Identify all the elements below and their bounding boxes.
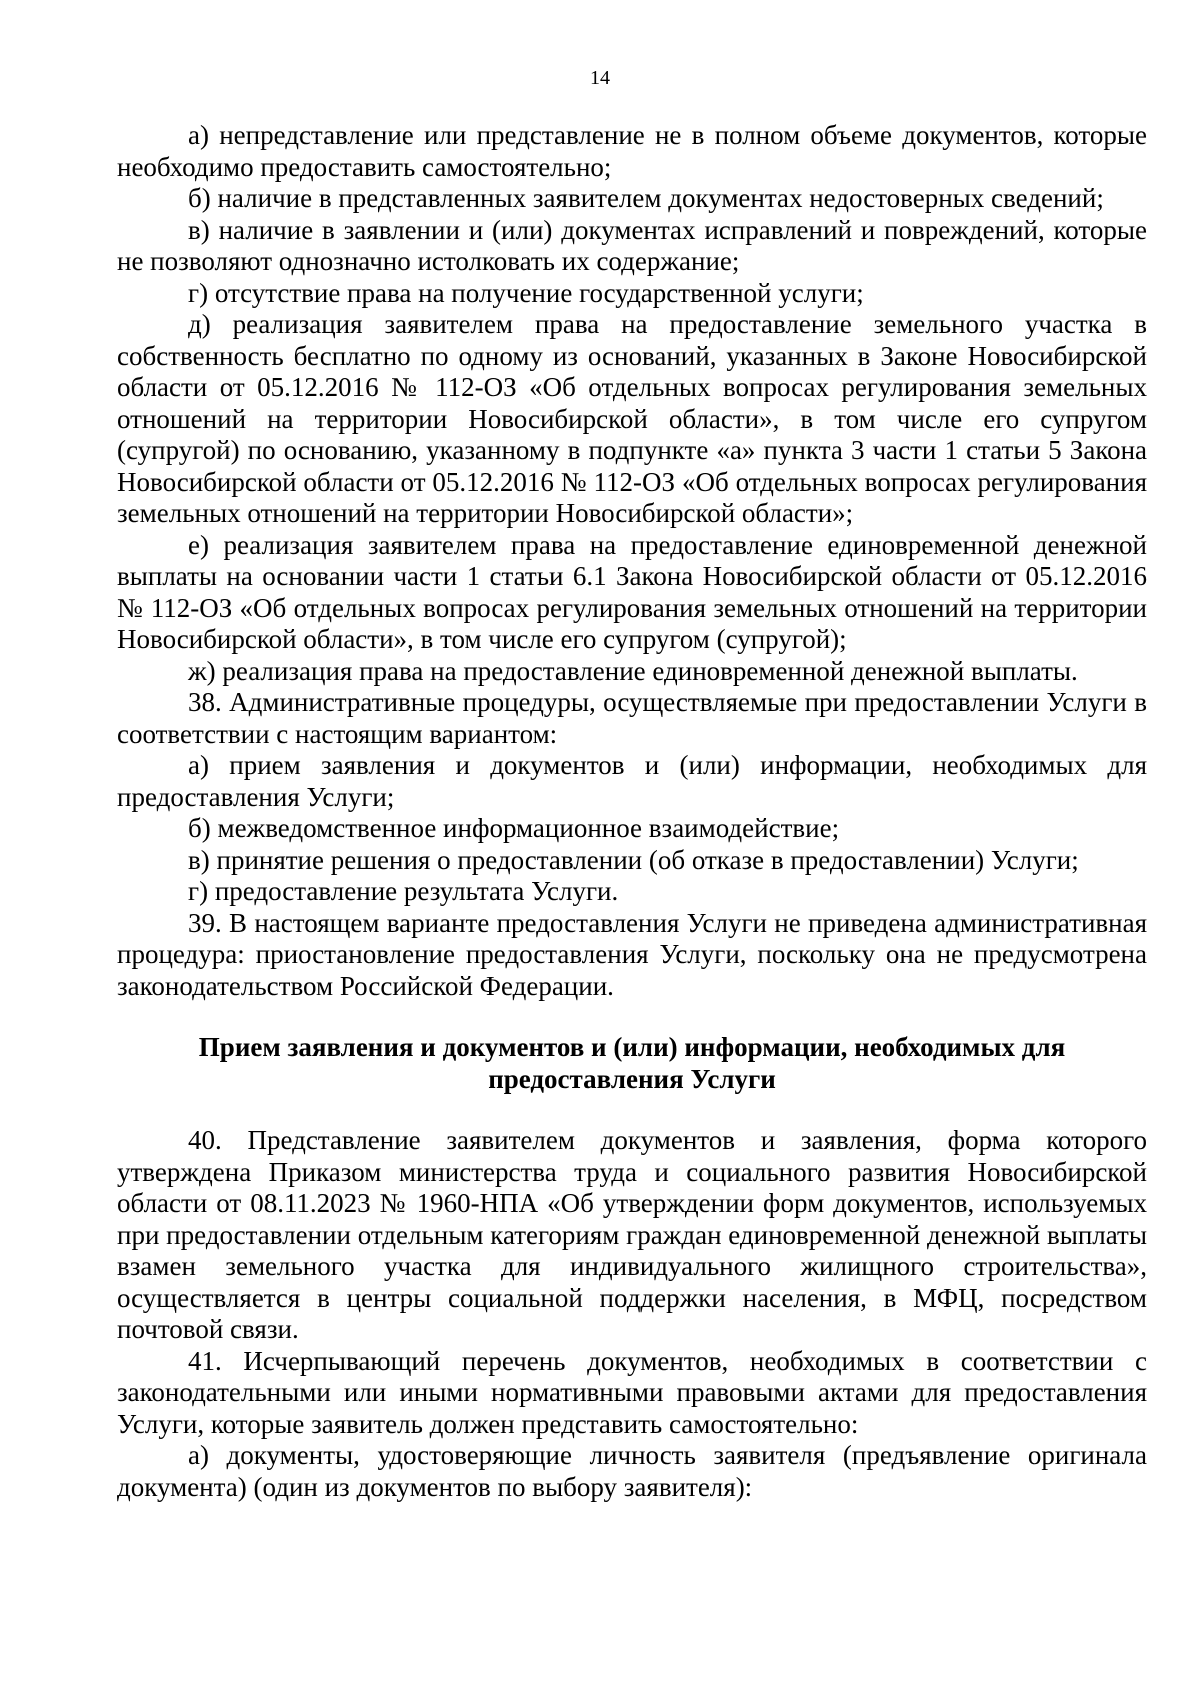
- paragraph-zh-item: ж) реализация права на предоставление единовременной денежной выплаты.: [188, 655, 1078, 686]
- document-body: [117, 120, 1147, 1503]
- paragraph-b-item: б) наличие в представленных заявителем документах недостоверных сведений;: [188, 183, 1104, 213]
- paragraph-v-item: в) наличие в заявлении и (или) документах исправлений и повреждений, которые не позволяют однозначно истолковать их содержание;: [117, 214, 1147, 276]
- paragraph-39: 39. В настоящем варианте предоставления Услуги не приведена административная процедура: приостановление предоставления Услуги, поскольку она не предусмотрена законодательством Российской Федерации.: [117, 907, 1147, 1001]
- paragraph-41-a: а) документы, удостоверяющие личность заявителя (предъявление оригинала документа) (один из документов по выбору заявителя):: [117, 1440, 1147, 1502]
- paragraph-a-item: а) непредставление или представление не в полном объеме документов, которые необходимо предоставить самостоятельно;: [117, 120, 1147, 182]
- paragraph-38-v: в) принятие решения о предоставлении (об отказе в предоставлении) Услуги;: [188, 844, 1079, 875]
- paragraph-41: 41. Исчерпывающий перечень документов, необходимых в соответствии с законодательными или иными нормативными правовыми актами для предоставления Услуги, которые заявитель должен представить самостоятельно:: [117, 1345, 1147, 1439]
- section-heading: Прием заявления и документов и (или) информации, необходимых для предоставления Услуги: [198, 1032, 1066, 1094]
- paragraph-38-b: б) межведомственное информационное взаимодействие;: [188, 813, 840, 843]
- paragraph-38-a: а) прием заявления и документов и (или) информации, необходимых для предоставления Услуги;: [117, 750, 1147, 812]
- paragraph-e-item: е) реализация заявителем права на предоставление единовременной денежной выплаты на основании части 1 статьи 6.1 Закона Новосибирской области от 05.12.2016 № 112-ОЗ «Об отдельных вопросах регулирования земельных отношений на территории Новосибирской области», в том числе его супругом (супругой);: [117, 529, 1147, 654]
- page-number: 14: [590, 67, 610, 89]
- paragraph-40: 40. Представление заявителем документов и заявления, форма которого утверждена Приказом министерства труда и социального развития Новосибирской области от 08.11.2023 № 1960-НПА «Об утверждении форм документов, используемых при предоставлении отдельным категориям граждан единовременной денежной выплаты взамен земельного участка для индивидуального жилищного строительства», осуществляется в центры социальной поддержки населения, в МФЦ, посредством почтовой связи.: [117, 1125, 1147, 1344]
- paragraph-38: 38. Административные процедуры, осуществляемые при предоставлении Услуги в соответствии с настоящим вариантом:: [117, 687, 1147, 749]
- paragraph-g-item: г) отсутствие права на получение государственной услуги;: [188, 277, 864, 308]
- paragraph-38-g: г) предоставление результата Услуги.: [188, 876, 619, 906]
- paragraph-d-item: д) реализация заявителем права на предоставление земельного участка в собственность бесплатно по одному из оснований, указанных в Законе Новосибирской области от 05.12.2016 № 112-ОЗ «Об отдельных вопросах регулирования земельных отношений на территории Новосибирской области», в том числе его супругом (супругой) по основанию, указанному в подпункте «а» пункта 3 части 1 статьи 5 Закона Новосибирской области от 05.12.2016 № 112-ОЗ «Об отдельных вопросах регулирования земельных отношений на территории Новосибирской области»;: [117, 309, 1147, 528]
